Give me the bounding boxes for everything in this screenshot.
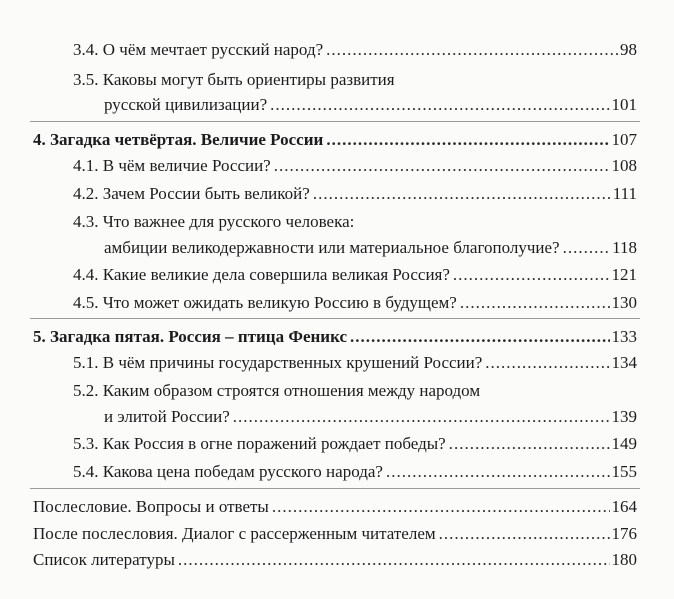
toc-page-number: 108 (611, 156, 637, 175)
toc-entry-after-afterword[interactable] (33, 520, 637, 544)
toc-page-number: 121 (611, 265, 637, 284)
toc-entry-5-2[interactable] (73, 377, 480, 401)
toc-page-number: 111 (612, 184, 637, 203)
toc-entry-number: 3.4. (73, 40, 99, 59)
toc-entry-3-5-continued[interactable] (104, 91, 637, 115)
toc-entry-5-2-continued[interactable] (104, 403, 637, 427)
toc-leader-dots (233, 407, 610, 427)
toc-leader-dots (563, 238, 611, 258)
toc-page-number: 180 (611, 550, 637, 569)
toc-entry-4-1[interactable] (73, 152, 637, 176)
toc-page-number: 130 (611, 293, 637, 312)
toc-entry-text (73, 184, 310, 204)
toc-entry-number: 5.2. (73, 381, 99, 400)
toc-page-number: 118 (612, 238, 637, 257)
toc-page-number: 149 (611, 434, 637, 453)
toc-leader-dots (460, 293, 610, 313)
toc-leader-dots (272, 497, 610, 517)
toc-entry-title: Список литературы (33, 550, 175, 569)
toc-entry-number: 5.4. (73, 462, 99, 481)
toc-entry-title-continued: и элитой России? (104, 407, 230, 426)
toc-entry-title: Послесловие. Вопросы и ответы (33, 497, 269, 516)
toc-entry-text (33, 327, 347, 347)
toc-entry-title: Какова цена победам русского народа? (102, 462, 383, 481)
toc-entry-4-3[interactable] (73, 208, 354, 232)
toc-entry-number: 5.3. (73, 434, 99, 453)
toc-entry-number: 5. (33, 327, 46, 346)
toc-leader-dots (485, 353, 609, 373)
toc-entry-text (73, 381, 480, 401)
toc-entry-5-4[interactable] (73, 458, 637, 482)
toc-page-number: 133 (611, 327, 637, 346)
toc-entry-title: Как Россия в огне поражений рождает победы? (102, 434, 446, 453)
toc-entry-title: Загадка пятая. Россия – птица Феникс (50, 327, 348, 346)
toc-page-number: 139 (611, 407, 637, 426)
toc-entry-text (73, 353, 482, 373)
toc-entry-3-4[interactable] (73, 36, 637, 60)
toc-page-number: 98 (620, 40, 637, 59)
toc-entry-3-5[interactable] (73, 66, 395, 90)
toc-page-number: 101 (611, 95, 637, 114)
toc-entry-text (73, 462, 383, 482)
toc-leader-dots (449, 434, 610, 454)
toc-entry-text (73, 212, 354, 232)
toc-entry-text (73, 434, 446, 454)
section-divider (30, 488, 640, 489)
toc-entry-text (73, 40, 323, 60)
toc-entry-number: 4.1. (73, 156, 99, 175)
toc-entry-title: Что может ожидать великую Россию в будущем? (102, 293, 457, 312)
toc-entry-title: В чём величие России? (102, 156, 271, 175)
toc-leader-dots (439, 524, 610, 544)
toc-page-number: 155 (611, 462, 637, 481)
toc-leader-dots (453, 265, 610, 285)
toc-entry-title: О чём мечтает русский народ? (102, 40, 324, 59)
toc-entry-number: 4.2. (73, 184, 99, 203)
toc-entry-4-5[interactable] (73, 289, 637, 313)
toc-page-number: 134 (611, 353, 637, 372)
toc-entry-number: 4.3. (73, 212, 99, 231)
toc-leader-dots (274, 156, 610, 176)
toc-leader-dots (386, 462, 610, 482)
toc-entry-text (73, 156, 271, 176)
toc-entry-text (33, 130, 323, 150)
toc-entry-number: 4. (33, 130, 46, 149)
toc-entry-title-continued: амбиции великодержавности или материальное благополучие? (104, 238, 560, 257)
toc-entry-4-3-continued[interactable] (104, 234, 637, 258)
section-divider (30, 121, 640, 122)
toc-entry-title: Каковы могут быть ориентиры развития (102, 70, 395, 89)
toc-page-number: 176 (611, 524, 637, 543)
toc-entry-number: 4.4. (73, 265, 99, 284)
toc-entry-text (73, 293, 457, 313)
toc-leader-dots (178, 550, 610, 570)
toc-entry-text (73, 70, 395, 90)
toc-entry-text (73, 265, 450, 285)
toc-entry-number: 5.1. (73, 353, 99, 372)
toc-entry-afterword[interactable] (33, 493, 637, 517)
toc-chapter-4[interactable] (33, 126, 637, 150)
toc-entry-title: Что важнее для русского человека: (102, 212, 355, 231)
toc-entry-title: Зачем России быть великой? (102, 184, 310, 203)
toc-entry-5-3[interactable] (73, 430, 637, 454)
toc-entry-title: Загадка четвёртая. Величие России (50, 130, 324, 149)
section-divider (30, 318, 640, 319)
toc-entry-title: Каким образом строятся отношения между народом (102, 381, 481, 400)
toc-leader-dots (326, 40, 618, 60)
toc-entry-title: После послесловия. Диалог с рассерженным читателем (33, 524, 436, 543)
toc-entry-title: Какие великие дела совершила великая Россия? (102, 265, 450, 284)
toc-leader-dots (313, 184, 611, 204)
toc-leader-dots (350, 327, 609, 347)
toc-leader-dots (326, 130, 609, 150)
toc-entry-title-continued: русской цивилизации? (104, 95, 268, 114)
toc-entry-number: 3.5. (73, 70, 99, 89)
toc-entry-5-1[interactable] (73, 349, 637, 373)
toc-leader-dots (270, 95, 609, 115)
toc-entry-title: В чём причины государственных крушений России? (102, 353, 483, 372)
toc-page-number: 107 (611, 130, 637, 149)
toc-entry-number: 4.5. (73, 293, 99, 312)
toc-chapter-5[interactable] (33, 323, 637, 347)
toc-entry-4-4[interactable] (73, 261, 637, 285)
toc-entry-4-2[interactable] (73, 180, 637, 204)
toc-page-number: 164 (611, 497, 637, 516)
toc-entry-bibliography[interactable] (33, 546, 637, 570)
